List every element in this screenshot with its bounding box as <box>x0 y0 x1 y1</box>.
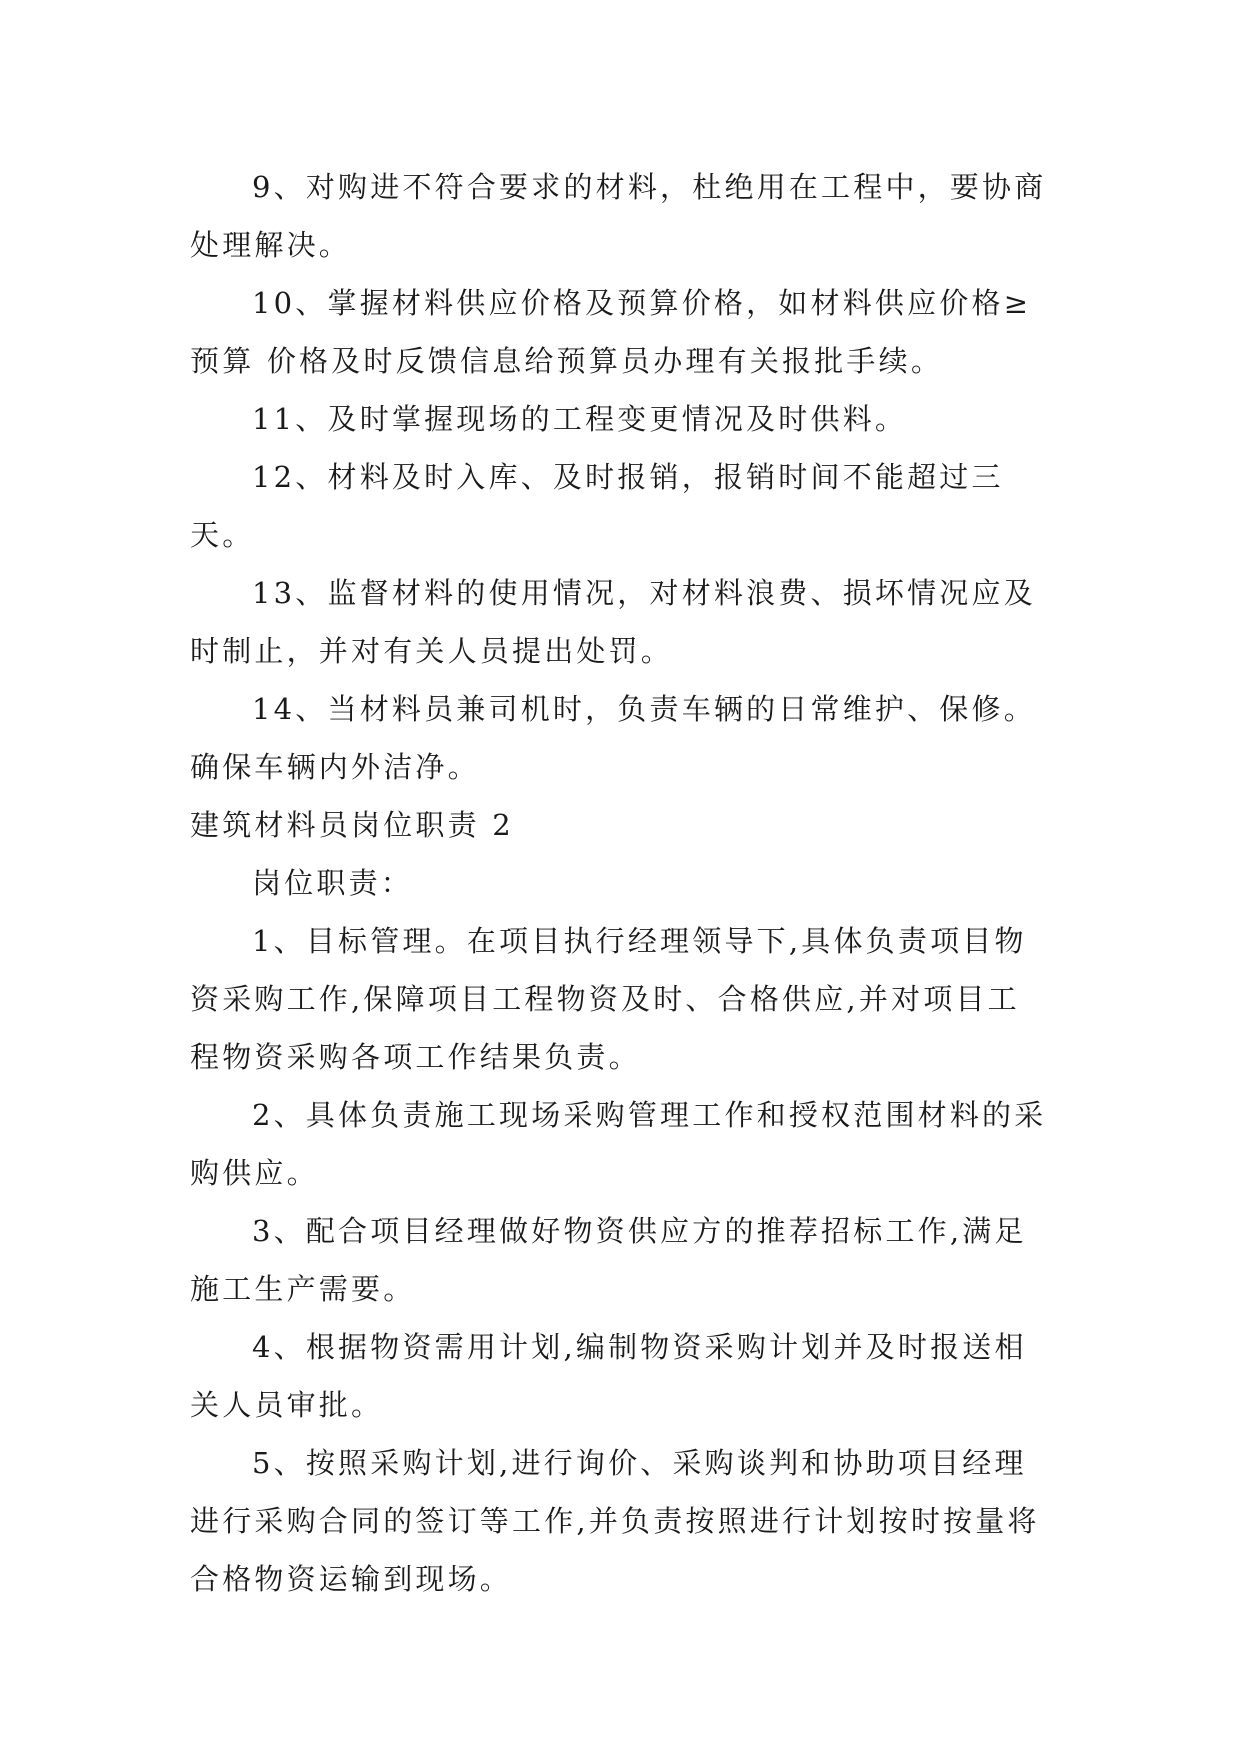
duty-item-4: 4、根据物资需用计划,编制物资采购计划并及时报送相关人员审批。 <box>190 1330 1027 1422</box>
paragraph-item-11: 11、及时掌握现场的工程变更情况及时供料。 <box>252 402 908 436</box>
section-label: 岗位职责： <box>252 866 414 900</box>
paragraph-item-9: 9、对购进不符合要求的材料，杜绝用在工程中，要协商处理解决。 <box>190 170 1047 262</box>
duty-item-1: 1、目标管理。在项目执行经理领导下,具体负责项目物资采购工作,保障项目工程物资及时、合格供应,并对项目工程物资采购各项工作结果负责。 <box>190 924 1027 1074</box>
paragraph-item-12: 12、材料及时入库、及时报销，报销时间不能超过三天。 <box>190 460 1004 552</box>
section-title: 建筑材料员岗位职责 2 <box>190 808 514 842</box>
duty-item-2: 2、具体负责施工现场采购管理工作和授权范围材料的采购供应。 <box>190 1098 1047 1190</box>
duty-item-5: 5、按照采购计划,进行询价、采购谈判和协助项目经理进行采购合同的签订等工作,并负责按照进行计划按时按量将合格物资运输到现场。 <box>190 1446 1040 1596</box>
paragraph-item-10: 10、掌握材料供应价格及预算价格，如材料供应价格≥预算 价格及时反馈信息给预算员办理有关报批手续。 <box>190 286 1032 378</box>
paragraph-item-14: 14、当材料员兼司机时，负责车辆的日常维护、保修。确保车辆内外洁净。 <box>190 692 1036 784</box>
document-body <box>190 158 1050 1608</box>
duty-item-3: 3、配合项目经理做好物资供应方的推荐招标工作,满足施工生产需要。 <box>190 1214 1027 1306</box>
paragraph-item-13: 13、监督材料的使用情况，对材料浪费、损坏情况应及时制止，并对有关人员提出处罚。 <box>190 576 1036 668</box>
